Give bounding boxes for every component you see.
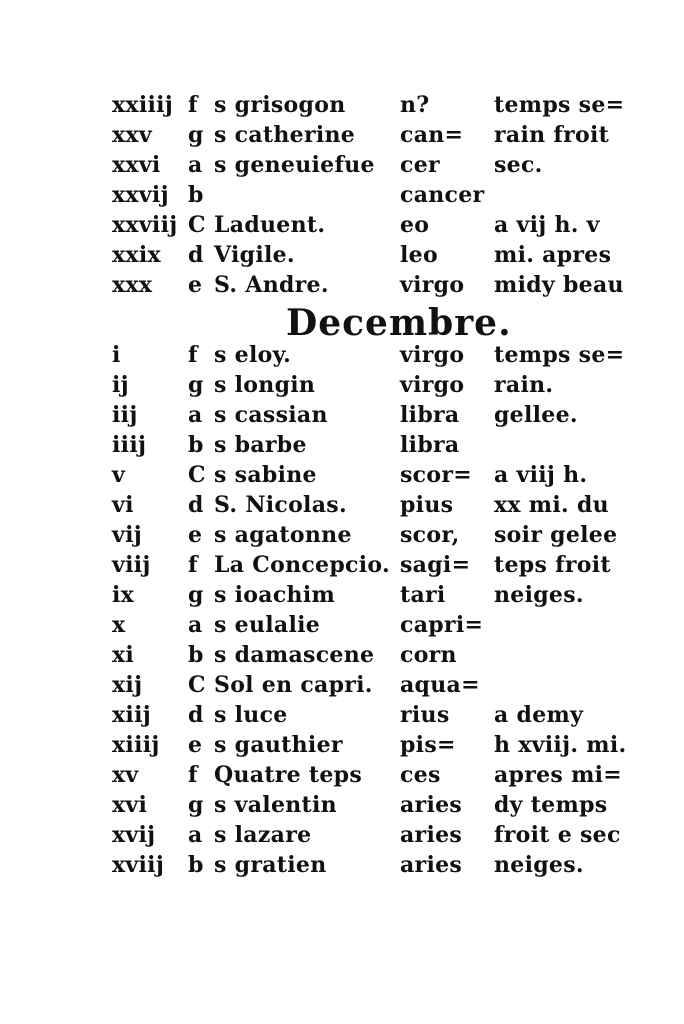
- zodiac-sign: leo: [400, 242, 438, 268]
- calendar-row: [0, 340, 684, 370]
- weather-note: sec.: [494, 152, 543, 178]
- dominical-letter: g: [188, 792, 204, 818]
- day-number: xvij: [112, 822, 156, 848]
- zodiac-sign: eo: [400, 212, 430, 238]
- zodiac-sign: libra: [400, 402, 460, 428]
- dominical-letter: C: [188, 212, 206, 238]
- saint-name: s longin: [214, 372, 316, 398]
- saint-name: s agatonne: [214, 522, 352, 548]
- weather-note: soir gelee: [494, 522, 618, 548]
- saint-name: s eulalie: [214, 612, 321, 638]
- day-number: xiij: [112, 702, 151, 728]
- weather-note: froit e sec: [494, 822, 621, 848]
- day-number: iiij: [112, 432, 147, 458]
- weather-note: gellee.: [494, 402, 578, 428]
- zodiac-sign: virgo: [400, 372, 465, 398]
- calendar-row: [0, 700, 684, 730]
- dominical-letter: e: [188, 522, 203, 548]
- dominical-letter: a: [188, 612, 203, 638]
- day-number: xvi: [112, 792, 148, 818]
- zodiac-sign: aries: [400, 792, 463, 818]
- day-number: iij: [112, 402, 138, 428]
- zodiac-sign: aries: [400, 822, 463, 848]
- weather-note: dy temps: [494, 792, 608, 818]
- dominical-letter: f: [188, 342, 198, 368]
- day-number: xxviij: [112, 212, 178, 238]
- dominical-letter: C: [188, 462, 206, 488]
- calendar-row: [0, 180, 684, 210]
- calendar-row: [0, 550, 684, 580]
- day-number: vi: [112, 492, 134, 518]
- zodiac-sign: libra: [400, 432, 460, 458]
- calendar-row: [0, 270, 684, 300]
- day-number: xxix: [112, 242, 161, 268]
- day-number: xxv: [112, 122, 152, 148]
- weather-note: apres mi=: [494, 762, 623, 788]
- page-title: Decembre.: [286, 302, 512, 344]
- zodiac-sign: sagi=: [400, 552, 471, 578]
- calendar-row: [0, 370, 684, 400]
- calendar-row: [0, 670, 684, 700]
- calendar-row: [0, 520, 684, 550]
- zodiac-sign: n?: [400, 92, 430, 118]
- day-number: xxiiij: [112, 92, 174, 118]
- day-number: xxx: [112, 272, 153, 298]
- dominical-letter: g: [188, 372, 204, 398]
- dominical-letter: g: [188, 582, 204, 608]
- zodiac-sign: capri=: [400, 612, 484, 638]
- weather-note: h xviij. mi.: [494, 732, 627, 758]
- saint-name: s catherine: [214, 122, 356, 148]
- dominical-letter: b: [188, 852, 204, 878]
- dominical-letter: a: [188, 822, 203, 848]
- dominical-letter: g: [188, 122, 204, 148]
- weather-note: xx mi. du: [494, 492, 609, 518]
- day-number: i: [112, 342, 121, 368]
- calendar-row: [0, 400, 684, 430]
- saint-name: s sabine: [214, 462, 317, 488]
- weather-note: temps se=: [494, 342, 625, 368]
- saint-name: s cassian: [214, 402, 328, 428]
- dominical-letter: b: [188, 642, 204, 668]
- weather-note: neiges.: [494, 582, 584, 608]
- saint-name: s barbe: [214, 432, 307, 458]
- day-number: x: [112, 612, 126, 638]
- saint-name: s geneuiefue: [214, 152, 375, 178]
- dominical-letter: d: [188, 492, 204, 518]
- calendar-row: [0, 610, 684, 640]
- saint-name: Vigile.: [214, 242, 295, 268]
- saint-name: s lazare: [214, 822, 312, 848]
- saint-name: s valentin: [214, 792, 337, 818]
- zodiac-sign: can=: [400, 122, 464, 148]
- calendar-row: [0, 90, 684, 120]
- weather-note: rain.: [494, 372, 554, 398]
- dominical-letter: e: [188, 732, 203, 758]
- weather-note: neiges.: [494, 852, 584, 878]
- saint-name: s eloy.: [214, 342, 292, 368]
- zodiac-sign: virgo: [400, 342, 465, 368]
- dominical-letter: b: [188, 432, 204, 458]
- zodiac-sign: virgo: [400, 272, 465, 298]
- zodiac-sign: scor=: [400, 462, 472, 488]
- saint-name: s gratien: [214, 852, 327, 878]
- dominical-letter: d: [188, 702, 204, 728]
- dominical-letter: a: [188, 152, 203, 178]
- calendar-row: [0, 640, 684, 670]
- weather-note: a demy: [494, 702, 584, 728]
- day-number: ij: [112, 372, 129, 398]
- weather-note: a vij h. v: [494, 212, 600, 238]
- zodiac-sign: cer: [400, 152, 440, 178]
- zodiac-sign: ces: [400, 762, 441, 788]
- dominical-letter: f: [188, 552, 198, 578]
- saint-name: La Concepcio.: [214, 552, 390, 578]
- saint-name: s damascene: [214, 642, 375, 668]
- calendar-row: [0, 430, 684, 460]
- zodiac-sign: tari: [400, 582, 446, 608]
- saint-name: Sol en capri.: [214, 672, 373, 698]
- dominical-letter: d: [188, 242, 204, 268]
- calendar-row: [0, 210, 684, 240]
- weather-note: temps se=: [494, 92, 625, 118]
- day-number: viij: [112, 552, 151, 578]
- calendar-row: [0, 760, 684, 790]
- calendar-row: [0, 490, 684, 520]
- dominical-letter: a: [188, 402, 203, 428]
- dominical-letter: f: [188, 92, 198, 118]
- saint-name: Quatre teps: [214, 762, 363, 788]
- weather-note: rain froit: [494, 122, 610, 148]
- calendar-row: [0, 150, 684, 180]
- day-number: ix: [112, 582, 135, 608]
- calendar-row: [0, 790, 684, 820]
- zodiac-sign: corn: [400, 642, 457, 668]
- calendar-row: [0, 730, 684, 760]
- zodiac-sign: pis=: [400, 732, 456, 758]
- saint-name: S. Nicolas.: [214, 492, 347, 518]
- saint-name: s gauthier: [214, 732, 343, 758]
- weather-note: teps froit: [494, 552, 611, 578]
- saint-name: s grisogon: [214, 92, 346, 118]
- zodiac-sign: aqua=: [400, 672, 480, 698]
- calendar-row: [0, 580, 684, 610]
- calendar-row: [0, 240, 684, 270]
- zodiac-sign: pius: [400, 492, 454, 518]
- day-number: xij: [112, 672, 143, 698]
- saint-name: s ioachim: [214, 582, 336, 608]
- zodiac-sign: scor,: [400, 522, 460, 548]
- calendar-row: [0, 820, 684, 850]
- day-number: xxvij: [112, 182, 169, 208]
- calendar-row: [0, 460, 684, 490]
- weather-note: mi. apres: [494, 242, 612, 268]
- dominical-letter: f: [188, 762, 198, 788]
- day-number: vij: [112, 522, 143, 548]
- day-number: xi: [112, 642, 135, 668]
- weather-note: a viij h.: [494, 462, 588, 488]
- saint-name: Laduent.: [214, 212, 326, 238]
- weather-note: midy beau: [494, 272, 624, 298]
- saint-name: s luce: [214, 702, 288, 728]
- day-number: xiiij: [112, 732, 160, 758]
- saint-name: S. Andre.: [214, 272, 329, 298]
- zodiac-sign: rius: [400, 702, 450, 728]
- day-number: v: [112, 462, 126, 488]
- dominical-letter: C: [188, 672, 206, 698]
- zodiac-sign: cancer: [400, 182, 485, 208]
- calendar-row: [0, 120, 684, 150]
- dominical-letter: e: [188, 272, 203, 298]
- calendar-row: [0, 850, 684, 880]
- day-number: xviij: [112, 852, 165, 878]
- dominical-letter: b: [188, 182, 204, 208]
- zodiac-sign: aries: [400, 852, 463, 878]
- day-number: xv: [112, 762, 139, 788]
- day-number: xxvi: [112, 152, 161, 178]
